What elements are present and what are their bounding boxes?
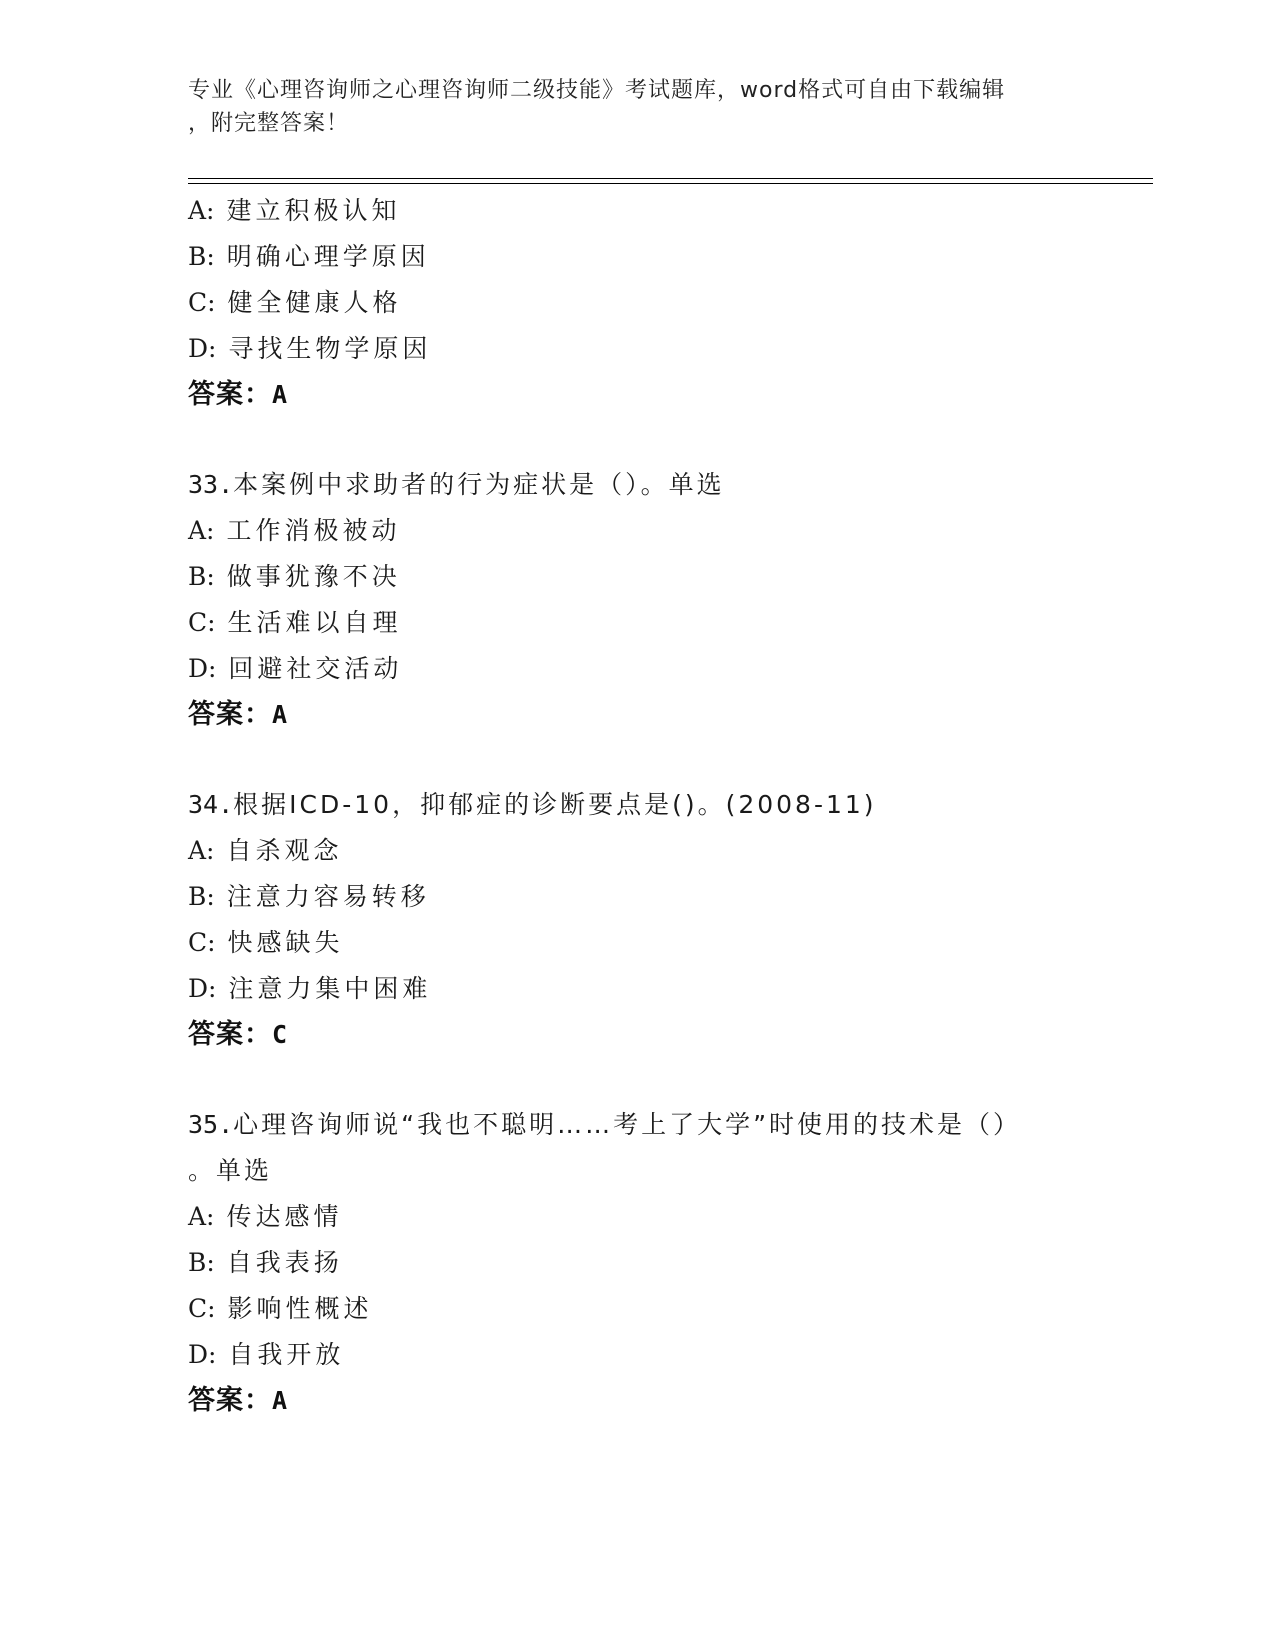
- option-d: [188, 646, 1088, 692]
- question-block-34: [188, 782, 1088, 1058]
- option-d: [188, 1332, 1088, 1378]
- answer-line: [188, 1378, 1088, 1424]
- answer-label: 答案：: [188, 1385, 272, 1416]
- option-letter: A:: [188, 1202, 215, 1231]
- question-spacer: [188, 1058, 1088, 1102]
- option-letter: D:: [188, 654, 217, 683]
- option-c: [188, 920, 1088, 966]
- question-block-33: [188, 462, 1088, 738]
- answer-label: 答案：: [188, 1019, 272, 1050]
- option-text: 健全健康人格: [227, 288, 402, 317]
- option-a: [188, 1194, 1088, 1240]
- option-text: 工作消极被动: [226, 516, 401, 545]
- option-text: 做事犹豫不决: [226, 562, 401, 591]
- option-a: [188, 508, 1088, 554]
- answer-line: [188, 692, 1088, 738]
- answer-value: A: [272, 1386, 289, 1415]
- question-spacer: [188, 738, 1088, 782]
- option-letter: B:: [188, 882, 215, 911]
- option-letter: A:: [188, 836, 215, 865]
- option-letter: C:: [188, 928, 216, 957]
- option-text: 寻找生物学原因: [228, 334, 432, 363]
- option-a: [188, 828, 1088, 874]
- answer-line: [188, 372, 1088, 418]
- option-text: 影响性概述: [227, 1294, 373, 1323]
- question-title: [188, 1102, 1088, 1148]
- option-b: [188, 874, 1088, 920]
- document-header: [188, 74, 1068, 140]
- question-text: 心理咨询师说“我也不聪明……考上了大学”时使用的技术是（）: [233, 1110, 1022, 1139]
- option-text: 注意力容易转移: [226, 882, 430, 911]
- option-b: [188, 234, 1088, 280]
- header-line-1: 专业《心理咨询师之心理咨询师二级技能》考试题库，word格式可自由下载编辑: [188, 78, 1006, 103]
- option-letter: B:: [188, 1248, 215, 1277]
- option-letter: C:: [188, 608, 216, 637]
- question-block-35: [188, 1102, 1088, 1424]
- option-c: [188, 280, 1088, 326]
- option-text: 建立积极认知: [226, 196, 401, 225]
- option-d: [188, 326, 1088, 372]
- option-c: [188, 1286, 1088, 1332]
- question-number: 35.: [188, 1110, 234, 1139]
- option-text: 回避社交活动: [228, 654, 403, 683]
- option-letter: C:: [188, 288, 216, 317]
- answer-label: 答案：: [188, 699, 272, 730]
- option-letter: B:: [188, 242, 215, 271]
- question-title: [188, 782, 1088, 828]
- option-letter: C:: [188, 1294, 216, 1323]
- option-letter: B:: [188, 562, 215, 591]
- answer-label: 答案：: [188, 379, 272, 410]
- question-number: 33.: [188, 470, 234, 499]
- question-title-continued: 。单选: [188, 1156, 273, 1185]
- option-text: 注意力集中困难: [228, 974, 432, 1003]
- question-number: 34.: [188, 790, 234, 819]
- option-letter: A:: [188, 516, 215, 545]
- option-text: 快感缺失: [227, 928, 344, 957]
- question-text: 根据ICD-10，抑郁症的诊断要点是()。(2008-11): [233, 790, 877, 819]
- question-text: 本案例中求助者的行为症状是（）。单选: [233, 470, 725, 499]
- option-text: 传达感情: [226, 1202, 343, 1231]
- option-text: 自我开放: [228, 1340, 345, 1369]
- question-block-prev: [188, 188, 1088, 418]
- question-list: [188, 188, 1088, 1424]
- option-text: 生活难以自理: [227, 608, 402, 637]
- option-letter: D:: [188, 1340, 217, 1369]
- header-line-2: ，附完整答案！: [188, 111, 350, 136]
- answer-value: A: [272, 700, 289, 729]
- option-letter: A:: [188, 196, 215, 225]
- answer-value: C: [272, 1020, 289, 1049]
- option-b: [188, 1240, 1088, 1286]
- option-a: [188, 188, 1088, 234]
- answer-line: [188, 1012, 1088, 1058]
- option-text: 明确心理学原因: [226, 242, 430, 271]
- option-text: 自杀观念: [226, 836, 343, 865]
- option-text: 自我表扬: [226, 1248, 343, 1277]
- question-spacer: [188, 418, 1088, 462]
- option-b: [188, 554, 1088, 600]
- option-d: [188, 966, 1088, 1012]
- question-title: [188, 462, 1088, 508]
- header-divider-top: [188, 178, 1153, 179]
- header-divider-bottom: [188, 183, 1153, 184]
- option-letter: D:: [188, 974, 217, 1003]
- answer-value: A: [272, 380, 289, 409]
- option-letter: D:: [188, 334, 217, 363]
- option-c: [188, 600, 1088, 646]
